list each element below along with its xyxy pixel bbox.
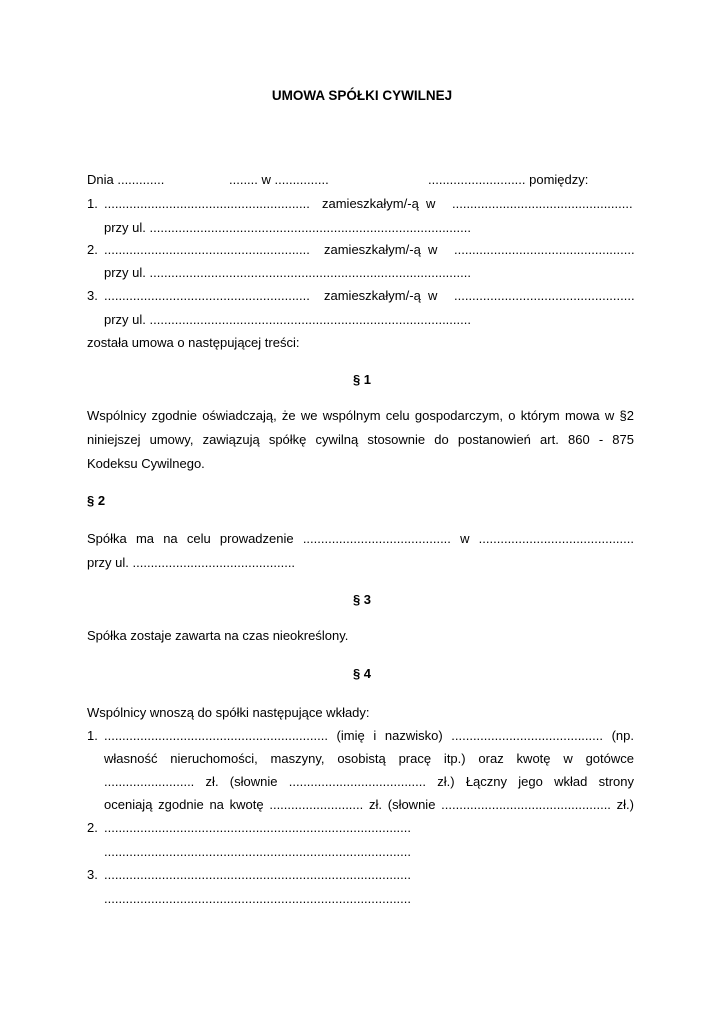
party-2-name: ......................................................... (104, 242, 310, 257)
contribution-2-number: 2. (87, 820, 98, 835)
party-3-number: 3. (87, 288, 98, 303)
contribution-2-line-2: ..................................................................................... (104, 844, 412, 859)
date-field: Dnia ............. (87, 172, 165, 187)
contribution-1-number: 1. (87, 728, 98, 743)
section-4-heading: § 4 (352, 666, 372, 681)
section-1-line-2: niniejszej umowy, zawiązują spółkę cywilną stosownie do postanowień art. 860 - 875 (87, 432, 634, 447)
section-3-heading: § 3 (352, 592, 372, 607)
party-1-residence-label: zamieszkałym/-ą w (322, 196, 436, 211)
place-field: ........ w ............... (229, 172, 329, 187)
party-3-street: przy ul. ......................................................................................... (104, 312, 471, 327)
section-2-line-2: przy ul. ............................................. (87, 555, 296, 570)
party-2-street: przy ul. ......................................................................................... (104, 265, 471, 280)
document-title: UMOWA SPÓŁKI CYWILNEJ (271, 88, 453, 103)
party-1-place: .................................................. (452, 196, 633, 211)
party-3-place: .................................................. (454, 288, 635, 303)
party-1-name: ......................................................... (104, 196, 310, 211)
party-1-number: 1. (87, 196, 98, 211)
party-2-residence-label: zamieszkałym/-ą w (324, 242, 438, 257)
between-field: ........................... pomiędzy: (428, 172, 589, 187)
intro-end-text: została umowa o następującej treści: (87, 335, 300, 350)
section-2-line-1: Spółka ma na celu prowadzenie ......................................... w ........................................... (87, 531, 634, 546)
contribution-3-line-2: ..................................................................................... (104, 891, 412, 906)
contribution-1-line-3: ......................... zł. (słownie ...................................... zł.) Łączny jego wkład strony (104, 774, 634, 789)
party-1-street: przy ul. ......................................................................................... (104, 220, 471, 235)
contribution-1-line-1: .............................................................. (imię i nazwisko) .......................................... (np. (104, 728, 634, 743)
party-2-place: .................................................. (454, 242, 635, 257)
contribution-1-line-4: oceniają zgodnie na kwotę .......................... zł. (słownie ............................................... zł.) (104, 797, 634, 812)
section-1-line-1: Wspólnicy zgodnie oświadczają, że we wspólnym celu gospodarczym, o którym mowa w §2 (87, 408, 634, 423)
section-1-heading: § 1 (352, 372, 372, 387)
section-1-line-3: Kodeksu Cywilnego. (87, 456, 205, 471)
section-3-line-1: Spółka zostaje zawarta na czas nieokreślony. (87, 628, 349, 643)
section-4-intro: Wspólnicy wnoszą do spółki następujące wkłady: (87, 705, 370, 720)
contribution-1-line-2: własność nieruchomości, maszyny, osobistą pracę itp.) oraz kwotę w gotówce (104, 751, 634, 766)
party-2-number: 2. (87, 242, 98, 257)
contribution-2-line-1: ..................................................................................... (104, 820, 412, 835)
contribution-3-number: 3. (87, 867, 98, 882)
party-3-name: ......................................................... (104, 288, 310, 303)
contribution-3-line-1: ..................................................................................... (104, 867, 412, 882)
section-2-heading: § 2 (87, 493, 106, 508)
party-3-residence-label: zamieszkałym/-ą w (324, 288, 438, 303)
